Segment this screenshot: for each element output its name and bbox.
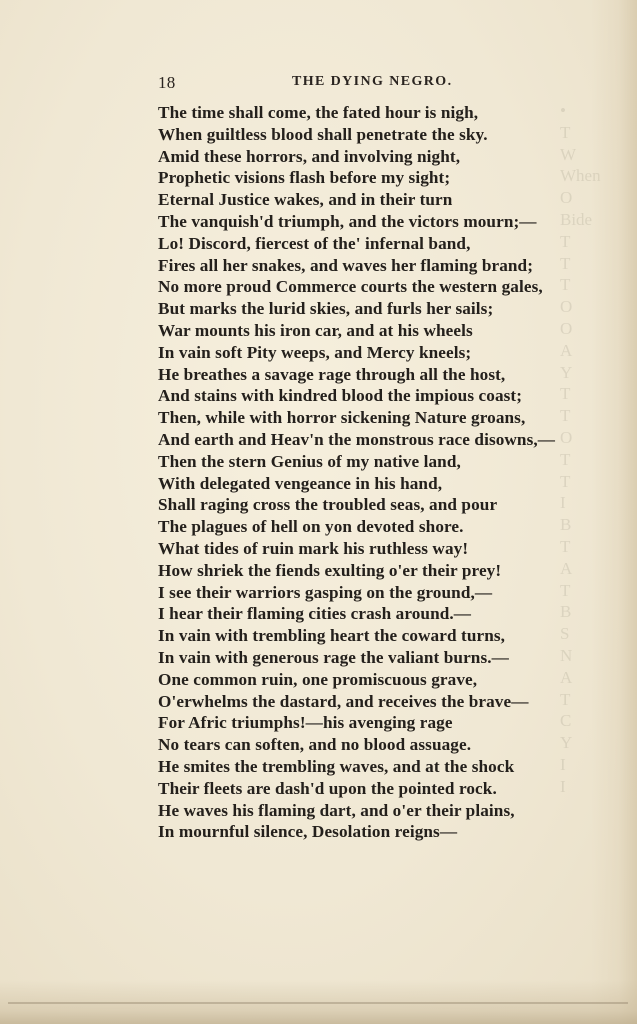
poem-line: Fires all her snakes, and waves her flaming brand; — [158, 255, 534, 275]
poem-line: In vain with trembling heart the coward turns, — [158, 626, 506, 646]
poem-line: One common ruin, one promiscuous grave, — [158, 669, 478, 689]
poem-line: Shall raging cross the troubled seas, and pour — [158, 495, 498, 515]
poem-line: But marks the lurid skies, and furls her sails; — [158, 299, 494, 319]
poem-line: And earth and Heav'n the monstrous race disowns,— — [158, 429, 556, 449]
page-crease-line — [8, 1002, 628, 1004]
poem-line: For Afric triumphs!—his avenging rage — [158, 713, 453, 733]
poem-line: In mournful silence, Desolation reigns— — [158, 822, 458, 842]
poem-line: He waves his flaming dart, and o'er their plains, — [158, 800, 515, 820]
page-header — [158, 73, 598, 95]
poem-line: Then, while with horror sickening Nature groans, — [158, 408, 526, 428]
poem-line: How shriek the fiends exulting o'er their prey! — [158, 560, 502, 580]
poem-line: What tides of ruin mark his ruthless way! — [158, 538, 469, 558]
poem-line: No tears can soften, and no blood assuage. — [158, 735, 472, 755]
poem-body — [158, 102, 598, 843]
poem-line: Then the stern Genius of my native land, — [158, 451, 461, 471]
poem-line: And stains with kindred blood the impious coast; — [158, 386, 523, 406]
poem-line: When guiltless blood shall penetrate the sky. — [158, 124, 488, 144]
poem-line: The vanquish'd triumph, and the victors mourn;— — [158, 211, 537, 231]
poem-line: O'erwhelms the dastard, and receives the brave— — [158, 691, 529, 711]
running-title: THE DYING NEGRO. — [292, 74, 453, 89]
poem-line: The plagues of hell on yon devoted shore. — [158, 517, 464, 537]
poem-line: War mounts his iron car, and at his wheels — [158, 320, 473, 340]
poem-line: In vain with generous rage the valiant burns.— — [158, 647, 509, 667]
poem-line: Amid these horrors, and involving night, — [158, 146, 461, 166]
poem-line: No more proud Commerce courts the western gales, — [158, 277, 543, 297]
poem-line: Eternal Justice wakes, and in their turn — [158, 190, 453, 210]
show-through-text: • T W When O Bide T T T O O A Y T T O T T I B T A T B S N A T C Y I I — [560, 101, 601, 796]
page-number: 18 — [158, 73, 176, 92]
poem-line: I see their warriors gasping on the ground,— — [158, 582, 493, 602]
poem-line: The time shall come, the fated hour is nigh, — [158, 103, 479, 122]
poem-line: He smites the trembling waves, and at the shock — [158, 756, 515, 776]
poem-line: Their fleets are dash'd upon the pointed rock. — [158, 778, 497, 798]
poem-line: Prophetic visions flash before my sight; — [158, 168, 451, 188]
poem-line: He breathes a savage rage through all the host, — [158, 364, 506, 384]
poem-line: With delegated vengeance in his hand, — [158, 473, 443, 493]
poem-line: I hear their flaming cities crash around.— — [158, 604, 472, 624]
poem-line: In vain soft Pity weeps, and Mercy kneels; — [158, 342, 472, 362]
poem-line: Lo! Discord, fiercest of the' infernal band, — [158, 233, 471, 253]
